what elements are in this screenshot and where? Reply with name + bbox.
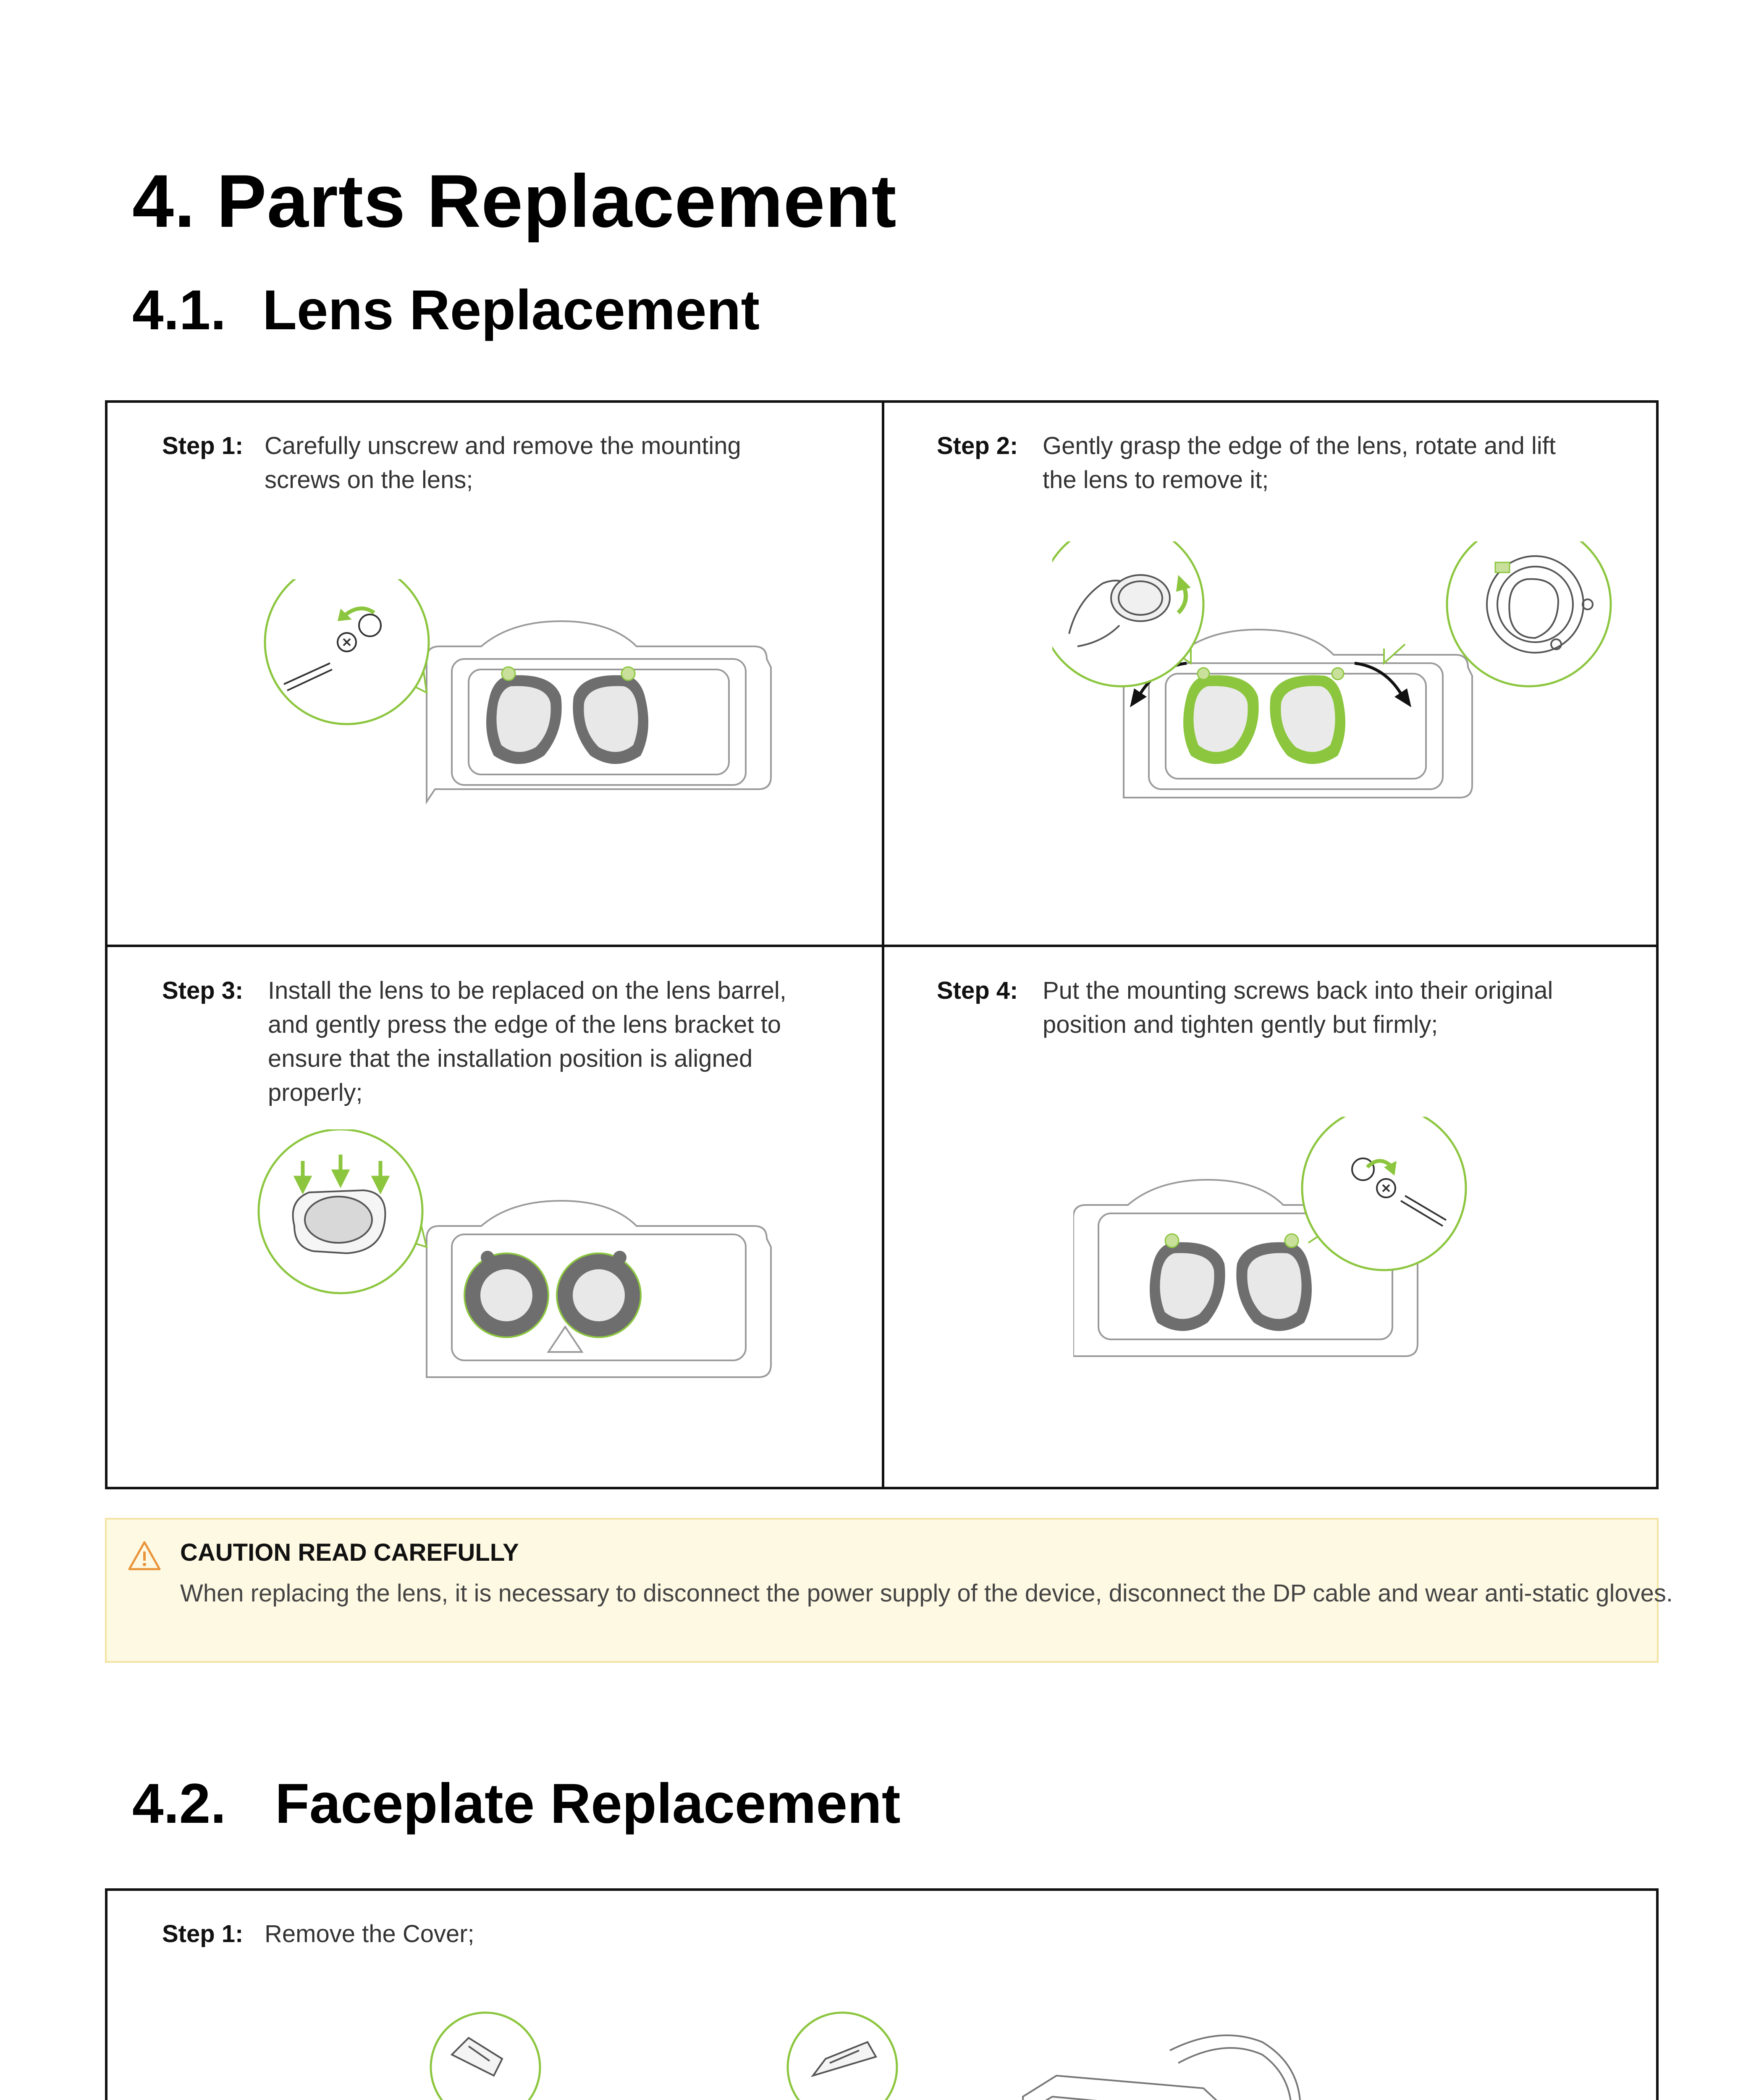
- section-number: 4.1.: [132, 279, 226, 341]
- remove-screws-illustration: [259, 579, 813, 814]
- warning-triangle-icon: [128, 1541, 161, 1571]
- section-title: Lens Replacement: [262, 279, 760, 341]
- zoom-callout-lens: [1447, 541, 1611, 686]
- step-label: Step 1:: [162, 432, 244, 459]
- caution-box: [105, 1518, 1673, 1663]
- caution-text: When replacing the lens, it is necessary to disconnect the power supply of the device, disconnect the DP cable and wear anti-static gloves.: [180, 1580, 1673, 1607]
- step-label: Step 3:: [162, 977, 244, 1004]
- step-label: Step 4:: [937, 977, 1018, 1004]
- right-lens-icon: [573, 675, 648, 764]
- grid-divider-horizontal: [107, 945, 1656, 947]
- step-text: Carefully unscrew and remove the mounting screws on the lens;: [265, 432, 741, 494]
- section-number: 4.2.: [132, 1772, 226, 1835]
- step-label: Step 2:: [937, 432, 1018, 459]
- section-heading-lens: [132, 279, 760, 341]
- faceplate-steps-box: [105, 1888, 1659, 2100]
- section-heading-faceplate: [132, 1772, 901, 1835]
- replace-screws-illustration: [1073, 1117, 1644, 1369]
- step-text: Put the mounting screws back into their original position and tighten gently but firmly;: [1043, 977, 1553, 1038]
- lens-steps-grid: [105, 400, 1659, 1489]
- section-title: Faceplate Replacement: [275, 1772, 901, 1835]
- remove-cover-illustration: [968, 2025, 1346, 2100]
- headset-top-view-illustration: [422, 1983, 968, 2100]
- step-text: Remove the Cover;: [265, 1920, 474, 1948]
- page-title: 4. Parts Replacement: [132, 159, 897, 243]
- step-text: Gently grasp the edge of the lens, rotate and lift the lens to remove it;: [1043, 432, 1556, 494]
- left-lens-icon: [486, 675, 562, 764]
- step-text: Install the lens to be replaced on the lens barrel, and gently press the edge of the lens bracket to ensure that the installation position is aligned properly;: [268, 977, 786, 1106]
- rotate-lift-lens-illustration: [1052, 541, 1640, 819]
- install-lens-illustration: [254, 1129, 826, 1381]
- caution-title: CAUTION READ CAREFULLY: [180, 1539, 519, 1566]
- step-label: Step 1:: [162, 1920, 244, 1948]
